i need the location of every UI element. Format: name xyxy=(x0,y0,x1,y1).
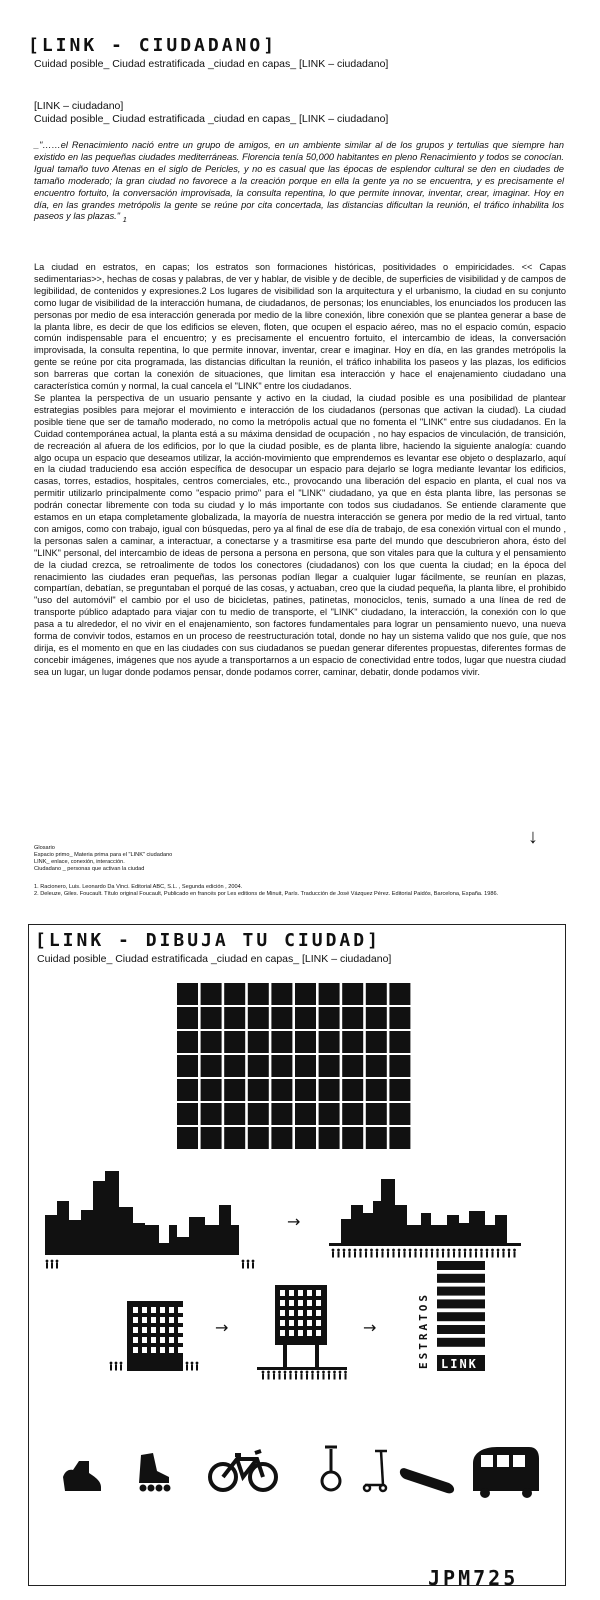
grid-block xyxy=(224,1079,245,1101)
window xyxy=(133,1307,138,1313)
window xyxy=(298,1330,303,1336)
panel-subtitle: Cuidad posible_ Ciudad estratificada _ciudad en capas_ [LINK – ciudadano] xyxy=(37,953,392,965)
people-row-before xyxy=(46,1260,255,1269)
grid-block xyxy=(271,1055,292,1077)
right-arrow-icon: → xyxy=(363,1318,377,1337)
stratum-layer xyxy=(437,1312,485,1321)
window xyxy=(307,1300,312,1306)
down-arrow-icon: ↓ xyxy=(528,826,538,848)
sneaker-icon xyxy=(63,1461,101,1491)
person-icon xyxy=(332,1249,335,1258)
stratum-layer xyxy=(437,1299,485,1308)
grid-block xyxy=(224,983,245,1005)
grid-block xyxy=(177,983,198,1005)
person-icon xyxy=(458,1249,461,1258)
grid-block xyxy=(248,1103,269,1125)
person-icon xyxy=(387,1249,390,1258)
person-icon xyxy=(317,1371,320,1380)
person-icon xyxy=(252,1260,255,1269)
grid-block xyxy=(271,1103,292,1125)
grid-block xyxy=(295,1055,316,1077)
grid-block xyxy=(271,1031,292,1053)
grid-block xyxy=(271,1007,292,1029)
window xyxy=(289,1310,294,1316)
grid-block xyxy=(177,1055,198,1077)
grid-block xyxy=(342,1055,363,1077)
grid-block xyxy=(224,1127,245,1149)
person-icon xyxy=(365,1249,368,1258)
person-icon xyxy=(409,1249,412,1258)
person-icon xyxy=(51,1260,54,1269)
grid-block xyxy=(224,1031,245,1053)
link-label: LINK xyxy=(441,1357,478,1371)
stratum-layer xyxy=(437,1287,485,1296)
window xyxy=(142,1307,147,1313)
window xyxy=(298,1320,303,1326)
grid-block xyxy=(342,1103,363,1125)
quote-note-ref: 1 xyxy=(122,215,127,225)
person-icon xyxy=(110,1362,113,1371)
person-icon xyxy=(186,1362,189,1371)
grid-block xyxy=(248,1055,269,1077)
person-icon xyxy=(475,1249,478,1258)
grid-block xyxy=(177,1031,198,1053)
grid-block xyxy=(248,983,269,1005)
person-icon xyxy=(343,1249,346,1258)
drawing-panel xyxy=(28,924,566,1586)
page-subtitle: Cuidad posible_ Ciudad estratificada _ciudad en capas_ [LINK – ciudadano] xyxy=(34,58,389,70)
window xyxy=(280,1330,285,1336)
person-icon xyxy=(508,1249,511,1258)
grid-block xyxy=(389,1079,410,1101)
stratum-layer xyxy=(437,1261,485,1270)
grid-block xyxy=(271,1079,292,1101)
person-icon xyxy=(196,1362,199,1371)
window xyxy=(298,1290,303,1296)
person-icon xyxy=(513,1249,516,1258)
person-icon xyxy=(339,1371,342,1380)
window xyxy=(160,1337,165,1343)
stratum-layer xyxy=(437,1338,485,1347)
dense-block-grid xyxy=(177,983,410,1149)
grid-block xyxy=(201,1079,222,1101)
grid-block xyxy=(201,1007,222,1029)
grid-block xyxy=(319,983,340,1005)
window xyxy=(289,1290,294,1296)
person-icon xyxy=(359,1249,362,1258)
person-icon xyxy=(46,1260,49,1269)
window xyxy=(160,1347,165,1353)
skateboard-icon xyxy=(400,1468,454,1493)
bicycle-icon xyxy=(210,1451,276,1490)
person-icon xyxy=(403,1249,406,1258)
grid-block xyxy=(366,1079,387,1101)
window xyxy=(133,1337,138,1343)
window xyxy=(133,1327,138,1333)
person-icon xyxy=(247,1260,250,1269)
grid-block xyxy=(389,1007,410,1029)
person-icon xyxy=(56,1260,59,1269)
window xyxy=(316,1320,321,1326)
stratum-layer xyxy=(437,1274,485,1283)
person-icon xyxy=(115,1362,118,1371)
glossary-item: LINK_ enlace, conexión, interacción. xyxy=(34,859,125,865)
tower-lifted xyxy=(257,1285,347,1380)
tower-grounded xyxy=(110,1301,199,1371)
page-title: [LINK - CIUDADANO] xyxy=(28,35,278,56)
person-icon xyxy=(453,1249,456,1258)
grid-block xyxy=(201,983,222,1005)
person-icon xyxy=(300,1371,303,1380)
window xyxy=(316,1310,321,1316)
grid-block xyxy=(201,1055,222,1077)
window xyxy=(289,1300,294,1306)
skyline-before xyxy=(45,1171,254,1269)
person-icon xyxy=(322,1371,325,1380)
person-icon xyxy=(480,1249,483,1258)
grid-block xyxy=(389,1103,410,1125)
grid-block xyxy=(224,1103,245,1125)
person-icon xyxy=(348,1249,351,1258)
grid-block xyxy=(319,1055,340,1077)
skyline-after xyxy=(329,1179,521,1258)
person-icon xyxy=(120,1362,123,1371)
stratum-layer xyxy=(437,1325,485,1334)
grid-block xyxy=(342,983,363,1005)
window xyxy=(178,1307,183,1313)
grid-block xyxy=(201,1103,222,1125)
person-icon xyxy=(497,1249,500,1258)
window xyxy=(151,1337,156,1343)
grid-block xyxy=(366,1055,387,1077)
window xyxy=(151,1327,156,1333)
grid-block xyxy=(248,1127,269,1149)
person-icon xyxy=(191,1362,194,1371)
grid-block xyxy=(271,1127,292,1149)
person-icon xyxy=(284,1371,287,1380)
quote-block xyxy=(34,140,564,226)
person-icon xyxy=(420,1249,423,1258)
person-icon xyxy=(370,1249,373,1258)
grid-block xyxy=(224,1007,245,1029)
unicycle-icon xyxy=(322,1447,340,1490)
window xyxy=(160,1317,165,1323)
grid-block xyxy=(177,1103,198,1125)
grid-block xyxy=(366,983,387,1005)
window xyxy=(160,1327,165,1333)
glossary-item: Espacio primo_ Materia prima para el "LINK" ciudadano xyxy=(34,852,173,858)
person-icon xyxy=(306,1371,309,1380)
estratos-stack xyxy=(417,1261,485,1371)
glossary-item: Ciudadano _ personas que activan la ciudad xyxy=(34,866,145,872)
section-heading: [LINK – ciudadano] xyxy=(34,100,124,112)
right-arrow-icon: → xyxy=(287,1212,301,1231)
person-icon xyxy=(491,1249,494,1258)
grid-block xyxy=(342,1127,363,1149)
person-icon xyxy=(354,1249,357,1258)
footnotes xyxy=(34,884,564,898)
person-icon xyxy=(398,1249,401,1258)
body-text xyxy=(34,262,566,679)
grid-block xyxy=(366,1127,387,1149)
window xyxy=(298,1300,303,1306)
estratos-label: ESTRATOS xyxy=(417,1292,430,1369)
body-paragraph-1: La ciudad en estratos, en capas; los estratos son formaciones históricas, positividades o empiricidades. << Capas sedimentarias>>, hechas de cosas y palabras, de ver y hablar, de visible y de decible, de superficies de visibilidad y de campos de legibilidad, de contenidos y expresiones.2 Los lugares de visibilidad son la arquitectura y el urbanismo, la ciudad en su conjunto como lugar de visibilidad de la interacción humana, de ciudadanos, de personas; los enunciables, los enunciados los producen las personas por medio de esa interacción generada por medio de la libre conexión, libre conexión que se plantea generar a base de la planta libre, es decir de que los edificios se eleven, floten, que ocupen el espacio aéreo, mas no el espacio común, espacio común indispensable para el encuentro; y es precisamente el encuentro fortuito, el intercambio de ideas, la conversación improvisada, la consulta repentina, lo que permite innovar, inventar, crear e imaginar. Hoy en día, en las grandes metrópolis la gente se reúne por cita programada, las distancias dificultan la reunión, el tráfico inhabilita los paseos y las plazas, los edificios son barreras que cortan la conexión de situaciones, que limitan esa interacción y hace el enajenamiento ciudadano una característica común y normal, la cual cancela el "LINK" entre los ciudadanos. xyxy=(34,262,566,392)
grid-block xyxy=(248,1079,269,1101)
window xyxy=(178,1337,183,1343)
grid-block xyxy=(271,983,292,1005)
grid-block xyxy=(248,1031,269,1053)
person-icon xyxy=(311,1371,314,1380)
window xyxy=(307,1330,312,1336)
grid-block xyxy=(201,1127,222,1149)
window xyxy=(169,1327,174,1333)
grid-block xyxy=(389,1127,410,1149)
grid-block xyxy=(177,1079,198,1101)
window xyxy=(316,1290,321,1296)
person-icon xyxy=(333,1371,336,1380)
person-icon xyxy=(414,1249,417,1258)
grid-block xyxy=(389,1031,410,1053)
grid-block xyxy=(319,1127,340,1149)
window xyxy=(151,1307,156,1313)
grid-block xyxy=(248,1007,269,1029)
people-row-after xyxy=(332,1249,516,1258)
person-icon xyxy=(486,1249,489,1258)
grid-block xyxy=(177,1007,198,1029)
window xyxy=(142,1327,147,1333)
window xyxy=(178,1317,183,1323)
rollerblade-icon xyxy=(139,1453,171,1492)
panel-title: [LINK - DIBUJA TU CIUDAD] xyxy=(35,930,381,951)
person-icon xyxy=(425,1249,428,1258)
window xyxy=(169,1317,174,1323)
person-icon xyxy=(376,1249,379,1258)
window xyxy=(151,1317,156,1323)
window xyxy=(169,1307,174,1313)
window xyxy=(280,1300,285,1306)
glossary xyxy=(34,845,554,873)
body-paragraph-2: Se plantea la perspectiva de un usuario pensante y activo en la ciudad, la ciudad posible es una posibilidad de plantear estrategias posibles para mejorar el movimiento e interacción de los ciudadanos (personas que activan la ciudad). La ciudad posible tiene que ser de tamaño moderado, no como la metrópolis actual que no fomenta el "LINK" entre sus ciudadanos. En la Cuidad contemporánea actual, la planta está a su máxima densidad de ocupación , no hay espacios de vinculación, de transición, de recreación al afuera de los edificios, por lo que la ciudad posible, es de planta libre, haciendo la siguiente analogía: cuando algo ocupa un espacio que deseamos utilizar, la acción-movimiento que emprendemos es levantar ese objeto o desplazarlo, aquí en la ciudad traduciendo esa acción específica de desocupar un espacio para dejarlo se logra mediante levantar los edificios, casas, torres, estadios, hospitales, centros comerciales, etc., provocando una liberación del espacio en planta, el cual nos va permitir utilizarlo principalmente como "espacio primo" para el "LINK" ciudadano, ya que en ésta planta libre, las personas se podrán conectar libremente con toda su ciudad y lo más importante con todos sus ciudadanos. Se entiende claramente que estamos en un etapa completamente globalizada, la mayoría de nuestra interacción se genera por medio de la red virtual, tanto con amigos, como con trabajo, igual con búsquedas, pero ya al final de ese día de trabajo, de esa conexión virtual con el mundo , la personas salen a caminar, a interactuar, a conectarse y a trasmitirse esa parte del mundo que descubrieron ahora, ésto del "LINK" personal, del intercambio de ideas de persona a persona en persona, que son vitales para que la cultura y el pensamiento de la ciudad crezca, se retroalimente de todos los conectores (ciudadanos) con los que cuenta la ciudad; en la época del renacimiento las ciudades eran pequeñas, las personas podían llegar a cualquier lugar fácilmente, se reunían en plazas, compartían, debatían, se preguntaban el porqué de las cosas, y actuaban, creo que la ciudad pequeña, la planta libre, el prohibido "uso del automóvil" el cambio por el uso de bicicletas, patines, patinetas, monociclos, tenis, sumado a una línea de red de transporte público adaptado para viajar con tu medio de transporte, el "LINK" ciudadano, la interacción, la conexión con lo que pasa a tu alrededor, el no vivir en el enajenamiento, son factores fundamentales para lograr un pensamiento nuevo, una nueva forma de convivir todos, estamos en un proceso de reestructuración total, donde no hay un sistema valido que nos guíe, que nos dirija, es el momento en que en las ciudades con sus ciudadanos se puedan generar diferentes propuestas, diferentes formas de concebir imágenes, imágenes que nos ayude a transportarnos a un espacio de conectividad entre todos, lugar que nuestra ciudad sea un lugar, un lugar donde podamos pensar, donde podamos correr, caminar, debatir, donde podamos vivir. xyxy=(34,392,566,677)
person-icon xyxy=(431,1249,434,1258)
footnote-2: 2. Deleuze, Giles. Foucault. Título original Foucault, Publicado en francés por Les editions de Minuit, París. Traducción de José Vázquez Pérez. Editorial Paidós, Barcelona, España. 1986. xyxy=(34,891,499,897)
person-icon xyxy=(442,1249,445,1258)
grid-block xyxy=(319,1079,340,1101)
window xyxy=(307,1290,312,1296)
window xyxy=(169,1337,174,1343)
window xyxy=(307,1320,312,1326)
window xyxy=(289,1320,294,1326)
grid-block xyxy=(295,1031,316,1053)
window xyxy=(307,1310,312,1316)
quote-text: _"……el Renacimiento nació entre un grupo de amigos, en un ambiente similar al de los grupos y tertulias que siempre han existido en las pequeñas ciudades mediterráneas. Florencia tenía 50,000 habitantes en pleno Renacimiento y todos se conocían. Igual tamaño tuvo Atenas en el siglo de Pericles, y no es casual que las épocas de esplendor cultural se den en ciudades de tamaño moderado; la gran ciudad no favorece a la creación porque en ella la gente ya no se encuentra, y es precisamente el encuentro fortuito, la conversación improvisada, la consulta repentina, lo que permite innovar, inventar, crear, imaginar. Hoy en día, en las grandes metrópolis la gente se reúne por cita concertada, las distancias dificultan la reunión, el tráfico inhabilita los paseos y las plazas." xyxy=(34,140,564,222)
grid-block xyxy=(319,1007,340,1029)
section-header xyxy=(34,100,388,126)
grid-block xyxy=(389,983,410,1005)
grid-block xyxy=(295,1127,316,1149)
right-arrow-icon: → xyxy=(215,1318,229,1337)
window xyxy=(160,1307,165,1313)
grid-block xyxy=(319,1103,340,1125)
grid-block xyxy=(177,1127,198,1149)
person-icon xyxy=(273,1371,276,1380)
window xyxy=(289,1330,294,1336)
glossary-title: Glosario xyxy=(34,845,55,851)
person-icon xyxy=(337,1249,340,1258)
window xyxy=(280,1310,285,1316)
grid-block xyxy=(342,1079,363,1101)
person-icon xyxy=(344,1371,347,1380)
person-icon xyxy=(328,1371,331,1380)
person-icon xyxy=(262,1371,265,1380)
window xyxy=(298,1310,303,1316)
grid-block xyxy=(389,1055,410,1077)
window xyxy=(178,1327,183,1333)
person-icon xyxy=(447,1249,450,1258)
window xyxy=(280,1290,285,1296)
window xyxy=(280,1320,285,1326)
person-icon xyxy=(295,1371,298,1380)
grid-block xyxy=(366,1103,387,1125)
signature: JPM725 xyxy=(428,1566,519,1590)
person-icon xyxy=(381,1249,384,1258)
window xyxy=(142,1347,147,1353)
window xyxy=(133,1347,138,1353)
window xyxy=(316,1300,321,1306)
window xyxy=(133,1317,138,1323)
window xyxy=(142,1317,147,1323)
person-icon xyxy=(469,1249,472,1258)
grid-block xyxy=(342,1007,363,1029)
grid-block xyxy=(366,1031,387,1053)
bus-icon xyxy=(473,1447,539,1498)
diagram-canvas xyxy=(29,925,567,1587)
grid-block xyxy=(295,1007,316,1029)
grid-block xyxy=(224,1055,245,1077)
grid-block xyxy=(366,1007,387,1029)
person-icon xyxy=(267,1371,270,1380)
person-icon xyxy=(278,1371,281,1380)
grid-block xyxy=(295,1103,316,1125)
window xyxy=(169,1347,174,1353)
window xyxy=(151,1347,156,1353)
window xyxy=(142,1337,147,1343)
person-icon xyxy=(436,1249,439,1258)
grid-block xyxy=(295,1079,316,1101)
person-icon xyxy=(242,1260,245,1269)
grid-block xyxy=(319,1031,340,1053)
person-icon xyxy=(289,1371,292,1380)
person-icon xyxy=(464,1249,467,1258)
window xyxy=(316,1330,321,1336)
person-icon xyxy=(392,1249,395,1258)
grid-block xyxy=(295,983,316,1005)
person-icon xyxy=(502,1249,505,1258)
grid-block xyxy=(342,1031,363,1053)
grid-block xyxy=(201,1031,222,1053)
scooter-icon xyxy=(364,1451,387,1491)
window xyxy=(178,1347,183,1353)
footnote-1: 1. Racionero, Luis. Leonardo Da Vinci. Editorial ABC, S.L. , Segunda edición , 2004. xyxy=(34,884,243,890)
section-subheading: Cuidad posible_ Ciudad estratificada _ciudad en capas_ [LINK – ciudadano] xyxy=(34,113,389,125)
